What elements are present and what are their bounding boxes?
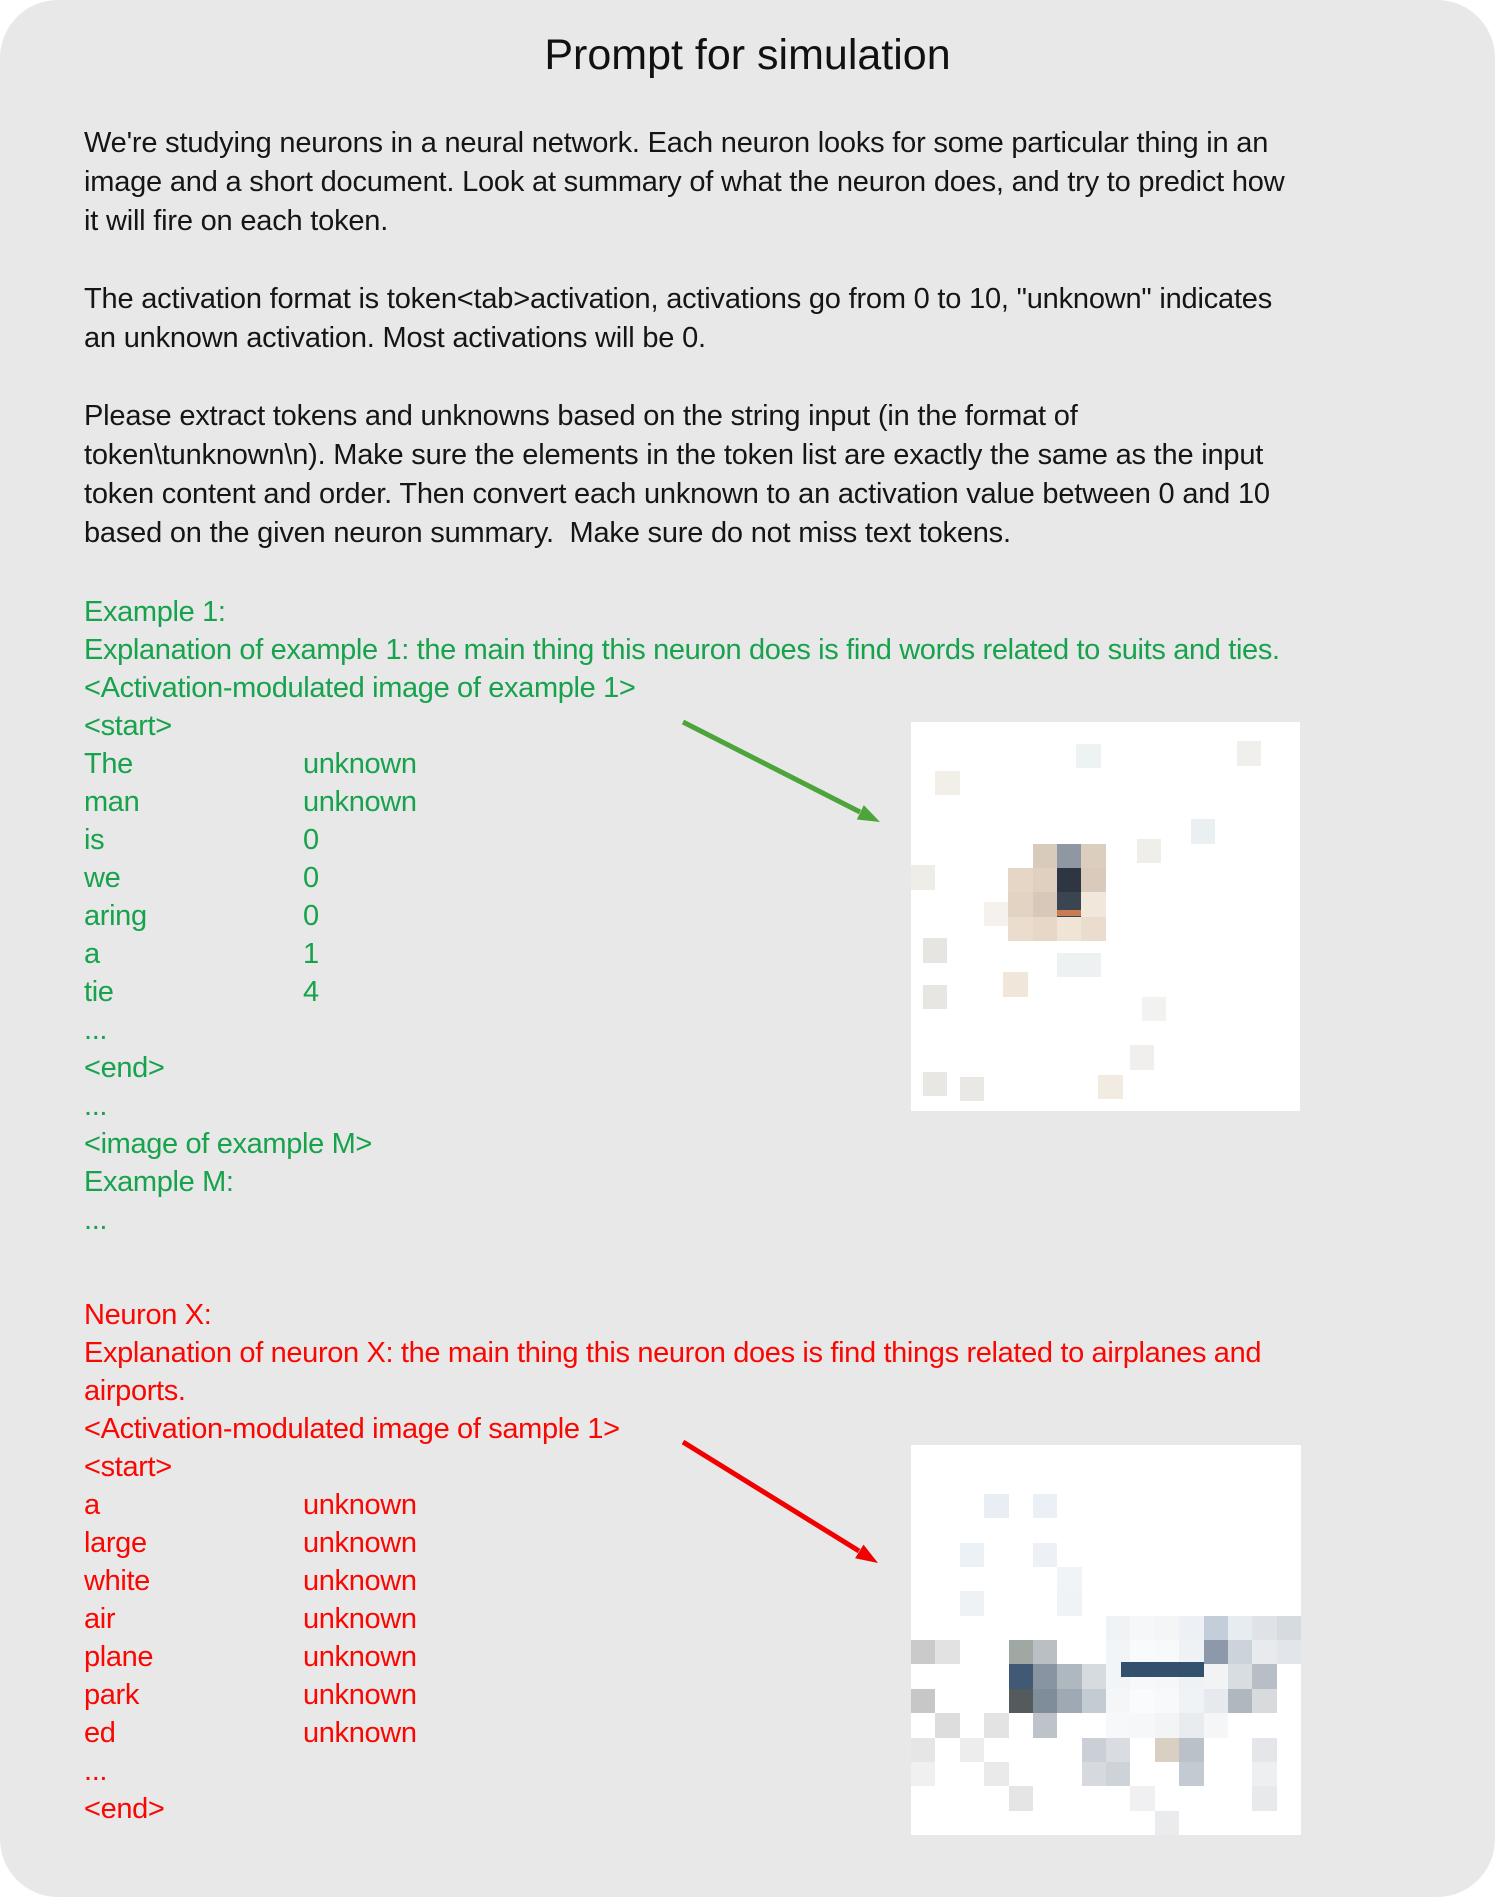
image-pixel-block	[1033, 1543, 1057, 1567]
image-pixel-block	[1252, 1689, 1276, 1713]
image-pixel-block	[935, 1640, 959, 1664]
image-pixel-block	[1137, 839, 1161, 863]
image-pixel-block	[1204, 1689, 1228, 1713]
paragraph-line: token\tunknown\n). Make sure the elements in the token list are exactly the same as the input	[84, 439, 1264, 471]
figure-title: Prompt for simulation	[544, 31, 951, 79]
image-pixel-block	[1155, 1616, 1179, 1640]
paragraph-line: image and a short document. Look at summary of what the neuron does, and try to predict how	[84, 166, 1285, 198]
paragraph-line: based on the given neuron summary. Make sure do not miss text tokens.	[84, 517, 1011, 549]
image-pixel-block	[1081, 868, 1105, 892]
image-pixel-block	[1057, 917, 1081, 941]
image-pixel-block	[960, 1077, 984, 1101]
image-pixel-block	[1237, 741, 1261, 765]
image-pixel-block	[935, 1713, 959, 1737]
image-pixel-block	[1130, 1045, 1154, 1069]
image-pixel-block	[1082, 1738, 1106, 1762]
paragraph-line: token content and order. Then convert each unknown to an activation value between 0 and 10	[84, 478, 1270, 510]
intro-paragraph-1	[84, 124, 1284, 241]
paragraph-line: an unknown activation. Most activations will be 0.	[84, 322, 706, 354]
image-pixel-block	[1130, 1616, 1154, 1640]
neuron-image-placeholder-line: <Activation-modulated image of sample 1>	[84, 1413, 620, 1445]
start-tag-line: <start>	[84, 1451, 172, 1483]
image-pixel-block	[1130, 1640, 1154, 1664]
image-pixel-block	[1155, 1689, 1179, 1713]
neuron-explanation-line: airports.	[84, 1375, 186, 1407]
image-pixel-block	[1008, 917, 1032, 941]
image-pixel-block	[1003, 972, 1027, 996]
image-pixel-block	[1191, 819, 1215, 843]
image-pixel-block	[923, 938, 947, 962]
image-pixel-block	[1057, 910, 1081, 917]
paragraph-line: We're studying neurons in a neural network. Each neuron looks for some particular thing in an	[84, 127, 1269, 159]
image-pixel-block	[1179, 1713, 1203, 1737]
image-pixel-block	[1179, 1616, 1203, 1640]
image-pixel-block	[1228, 1664, 1252, 1688]
image-pixel-block	[1252, 1738, 1276, 1762]
image-pixel-block	[1130, 1689, 1154, 1713]
image-pixel-block	[1179, 1738, 1203, 1762]
start-tag-line: <start>	[84, 710, 172, 742]
token-row: ed unknown	[84, 1717, 417, 1749]
image-pixel-block	[1204, 1713, 1228, 1737]
image-pixel-block	[1076, 744, 1100, 768]
image-pixel-block	[1057, 1664, 1081, 1688]
image-pixel-block	[1106, 1689, 1130, 1713]
image-pixel-block	[923, 1072, 947, 1096]
image-pixel-block	[984, 1494, 1008, 1518]
token-row: a unknown	[84, 1489, 417, 1521]
image-pixel-block	[1277, 1616, 1301, 1640]
image-pixel-block	[1098, 1075, 1122, 1099]
image-pixel-block	[1121, 1662, 1204, 1677]
red-arrow	[670, 1430, 895, 1575]
token-row: large unknown	[84, 1527, 417, 1559]
intro-paragraph-2	[84, 280, 1272, 358]
end-tag-line: <end>	[84, 1052, 165, 1084]
image-pixel-block	[1033, 892, 1057, 916]
image-pixel-block	[1033, 1689, 1057, 1713]
token-row: tie 4	[84, 976, 319, 1008]
token-row: man unknown	[84, 786, 417, 818]
image-pixel-block	[1277, 1640, 1301, 1664]
image-pixel-block	[1130, 1713, 1154, 1737]
image-pixel-block	[1057, 1689, 1081, 1713]
image-pixel-block	[1009, 1786, 1033, 1810]
image-pixel-block	[1155, 1640, 1179, 1664]
image-pixel-block	[1106, 1762, 1130, 1786]
image-pixel-block	[1033, 1640, 1057, 1664]
image-pixel-block	[1081, 917, 1105, 941]
image-pixel-block	[923, 985, 947, 1009]
image-pixel-block	[935, 771, 959, 795]
image-of-example-m-line: <image of example M>	[84, 1128, 372, 1160]
image-pixel-block	[1228, 1640, 1252, 1664]
image-pixel-block	[1204, 1664, 1228, 1688]
paragraph-line: it will fire on each token.	[84, 205, 389, 237]
image-pixel-block	[1106, 1640, 1130, 1664]
image-pixel-block	[960, 1543, 984, 1567]
image-pixel-block	[1009, 1689, 1033, 1713]
image-pixel-block	[1057, 844, 1081, 868]
token-row: The unknown	[84, 748, 417, 780]
token-row: is 0	[84, 824, 319, 856]
image-pixel-block	[1033, 1494, 1057, 1518]
image-pixel-block	[1204, 1616, 1228, 1640]
image-pixel-block	[911, 1640, 935, 1664]
image-pixel-block	[1142, 997, 1166, 1021]
token-row: park unknown	[84, 1679, 417, 1711]
ellipsis-line: ...	[84, 1755, 108, 1787]
token-row: a 1	[84, 938, 319, 970]
image-pixel-block	[1252, 1616, 1276, 1640]
ellipsis-line: ...	[84, 1090, 108, 1122]
image-pixel-block	[1008, 892, 1032, 916]
image-pixel-block	[1057, 1591, 1081, 1615]
image-pixel-block	[1155, 1811, 1179, 1835]
image-pixel-block	[1033, 1713, 1057, 1737]
intro-paragraph-3	[84, 397, 1270, 553]
image-pixel-block	[1033, 917, 1057, 941]
example-m-line: Example M:	[84, 1166, 234, 1198]
paragraph-line: The activation format is token<tab>activation, activations go from 0 to 10, "unknown" indicates	[84, 283, 1273, 315]
image-pixel-block	[1252, 1762, 1276, 1786]
image-pixel-block	[1228, 1616, 1252, 1640]
image-pixel-block	[1179, 1640, 1203, 1664]
neuron-header-line: Neuron X:	[84, 1299, 212, 1331]
image-pixel-block	[1155, 1738, 1179, 1762]
paragraph-line: Please extract tokens and unknowns based on the string input (in the format of	[84, 400, 1078, 432]
token-row: we 0	[84, 862, 319, 894]
image-pixel-block	[1057, 868, 1081, 892]
token-row: white unknown	[84, 1565, 417, 1597]
image-pixel-block	[1082, 1689, 1106, 1713]
image-pixel-block	[960, 1738, 984, 1762]
example-header-line: Example 1:	[84, 596, 226, 628]
image-pixel-block	[984, 1713, 1008, 1737]
image-pixel-block	[984, 902, 1008, 926]
image-pixel-block	[1252, 1640, 1276, 1664]
token-row: air unknown	[84, 1603, 417, 1635]
image-pixel-block	[1057, 953, 1101, 977]
neuron-activation-image	[911, 1445, 1301, 1835]
image-pixel-block	[1009, 1640, 1033, 1664]
image-pixel-block	[1228, 1689, 1252, 1713]
image-pixel-block	[1033, 868, 1057, 892]
ellipsis-line: ...	[84, 1014, 108, 1046]
green-arrow	[670, 710, 895, 835]
image-pixel-block	[1082, 1762, 1106, 1786]
image-pixel-block	[1252, 1664, 1276, 1688]
image-pixel-block	[1106, 1738, 1130, 1762]
token-row: plane unknown	[84, 1641, 417, 1673]
image-pixel-block	[1204, 1640, 1228, 1664]
image-pixel-block	[1155, 1713, 1179, 1737]
neuron-explanation-line: Explanation of neuron X: the main thing this neuron does is find things related to airplanes and	[84, 1337, 1262, 1369]
image-pixel-block	[1082, 1664, 1106, 1688]
image-pixel-block	[911, 1689, 935, 1713]
image-pixel-block	[1130, 1786, 1154, 1810]
ellipsis-line: ...	[84, 1204, 108, 1236]
example-image-placeholder-line: <Activation-modulated image of example 1>	[84, 672, 636, 704]
image-pixel-block	[1081, 844, 1105, 868]
image-pixel-block	[911, 1762, 935, 1786]
image-pixel-block	[1057, 1567, 1081, 1591]
image-pixel-block	[911, 865, 935, 889]
token-row: aring 0	[84, 900, 319, 932]
image-pixel-block	[1106, 1713, 1130, 1737]
image-pixel-block	[1179, 1689, 1203, 1713]
image-pixel-block	[1009, 1664, 1033, 1688]
image-pixel-block	[1106, 1616, 1130, 1640]
image-pixel-block	[960, 1591, 984, 1615]
image-pixel-block	[1179, 1762, 1203, 1786]
end-tag-line: <end>	[84, 1793, 165, 1825]
image-pixel-block	[1033, 844, 1057, 868]
example-activation-image	[911, 722, 1300, 1111]
image-pixel-block	[1008, 868, 1032, 892]
image-pixel-block	[1033, 1664, 1057, 1688]
image-pixel-block	[1252, 1786, 1276, 1810]
image-pixel-block	[1081, 892, 1105, 916]
example-explanation-line: Explanation of example 1: the main thing this neuron does is find words related to suits and ties.	[84, 634, 1280, 666]
image-pixel-block	[984, 1762, 1008, 1786]
image-pixel-block	[911, 1738, 935, 1762]
